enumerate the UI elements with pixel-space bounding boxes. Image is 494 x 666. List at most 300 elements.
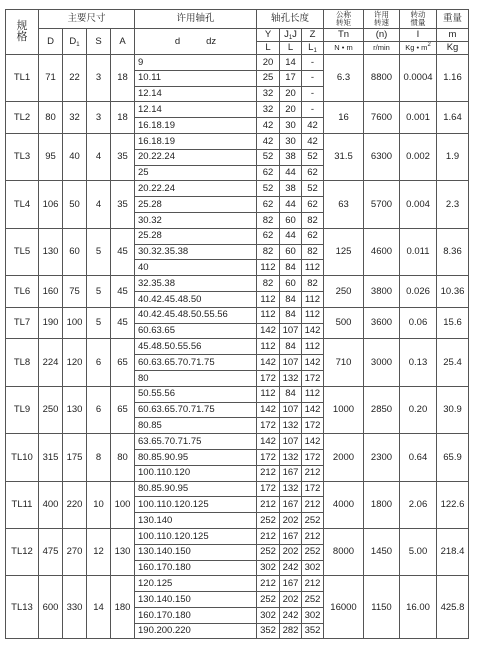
cell-length-j: 132 bbox=[280, 481, 302, 497]
cell-d1: 330 bbox=[63, 576, 87, 639]
cell-length-z: 42 bbox=[302, 133, 324, 149]
cell-hole-diameters: 130.140 bbox=[135, 513, 257, 529]
cell-length-z: 112 bbox=[302, 291, 324, 307]
cell-n: 2850 bbox=[364, 386, 400, 433]
cell-length-z: 112 bbox=[302, 307, 324, 323]
cell-s: 4 bbox=[87, 133, 111, 180]
table-row bbox=[6, 307, 469, 323]
header-hole: 许用轴孔 bbox=[135, 10, 257, 29]
cell-d1: 175 bbox=[63, 434, 87, 481]
cell-length-y: 62 bbox=[257, 197, 280, 213]
cell-tn: 63 bbox=[324, 181, 364, 228]
cell-length-z: 142 bbox=[302, 434, 324, 450]
cell-n: 3000 bbox=[364, 339, 400, 386]
cell-hole-diameters: 190.200.220 bbox=[135, 623, 257, 639]
cell-hole-diameters: 130.140.150 bbox=[135, 592, 257, 608]
cell-s: 10 bbox=[87, 481, 111, 528]
header-I: I bbox=[400, 29, 437, 42]
cell-hole-diameters: 9 bbox=[135, 55, 257, 71]
header-D1-text: D bbox=[69, 35, 77, 47]
header-n-unit: r/min bbox=[364, 42, 400, 55]
cell-i: 0.13 bbox=[400, 339, 437, 386]
cell-length-z: 172 bbox=[302, 370, 324, 386]
cell-s: 6 bbox=[87, 386, 111, 433]
cell-hole-diameters: 100.110.120.125 bbox=[135, 528, 257, 544]
cell-length-z: - bbox=[302, 86, 324, 102]
cell-length-y: 212 bbox=[257, 497, 280, 513]
coupling-spec-sheet bbox=[5, 9, 469, 639]
cell-length-z: 212 bbox=[302, 528, 324, 544]
cell-length-y: 252 bbox=[257, 544, 280, 560]
cell-length-j: 14 bbox=[280, 55, 302, 71]
table-row bbox=[6, 133, 469, 149]
cell-hole-diameters: 50.55.56 bbox=[135, 386, 257, 402]
cell-length-z: 52 bbox=[302, 181, 324, 197]
cell-length-j: 44 bbox=[280, 197, 302, 213]
cell-m: 8.36 bbox=[437, 228, 469, 275]
cell-length-y: 252 bbox=[257, 513, 280, 529]
header-torque: 公称 转矩 bbox=[324, 10, 364, 29]
cell-tn: 6.3 bbox=[324, 55, 364, 102]
cell-n: 3800 bbox=[364, 276, 400, 308]
cell-length-z: 52 bbox=[302, 149, 324, 165]
cell-i: 0.002 bbox=[400, 133, 437, 180]
table-row bbox=[6, 434, 469, 450]
cell-a: 130 bbox=[111, 528, 135, 575]
cell-length-y: 252 bbox=[257, 592, 280, 608]
cell-d: 71 bbox=[39, 55, 63, 102]
header-inertia: 转动 惯量 bbox=[400, 10, 437, 29]
table-row bbox=[6, 481, 469, 497]
table-row bbox=[6, 576, 469, 592]
cell-length-z: 302 bbox=[302, 607, 324, 623]
cell-a: 180 bbox=[111, 576, 135, 639]
cell-d: 250 bbox=[39, 386, 63, 433]
cell-d: 190 bbox=[39, 307, 63, 339]
header-dz: dz bbox=[206, 35, 217, 47]
cell-length-z: 62 bbox=[302, 197, 324, 213]
cell-i: 0.011 bbox=[400, 228, 437, 275]
cell-length-y: 112 bbox=[257, 307, 280, 323]
cell-hole-diameters: 80 bbox=[135, 370, 257, 386]
cell-hole-diameters: 20.22.24 bbox=[135, 181, 257, 197]
cell-i: 0.001 bbox=[400, 102, 437, 134]
header-d: d bbox=[174, 35, 181, 47]
cell-m: 1.64 bbox=[437, 102, 469, 134]
cell-hole-diameters: 12.14 bbox=[135, 86, 257, 102]
cell-hole-diameters: 30.32 bbox=[135, 212, 257, 228]
header-A: A bbox=[111, 29, 135, 55]
cell-length-y: 212 bbox=[257, 528, 280, 544]
header-L-J: L bbox=[280, 42, 302, 55]
cell-n: 2300 bbox=[364, 434, 400, 481]
cell-length-z: 82 bbox=[302, 244, 324, 260]
cell-a: 65 bbox=[111, 386, 135, 433]
cell-n: 8800 bbox=[364, 55, 400, 102]
header-L-Z-sub: 1 bbox=[313, 48, 317, 55]
cell-length-z: 42 bbox=[302, 118, 324, 134]
cell-length-y: 172 bbox=[257, 418, 280, 434]
cell-hole-diameters: 40.42.45.48.50.55.56 bbox=[135, 307, 257, 323]
cell-hole-diameters: 60.63.65.70.71.75 bbox=[135, 402, 257, 418]
cell-length-j: 60 bbox=[280, 212, 302, 228]
table-row bbox=[6, 276, 469, 292]
header-hole-length: 轴孔长度 bbox=[257, 10, 324, 29]
cell-s: 8 bbox=[87, 434, 111, 481]
cell-hole-diameters: 45.48.50.55.56 bbox=[135, 339, 257, 355]
cell-hole-diameters: 32.35.38 bbox=[135, 276, 257, 292]
header-L-Z-text: L bbox=[308, 42, 314, 54]
cell-i: 0.0004 bbox=[400, 55, 437, 102]
cell-length-j: 44 bbox=[280, 228, 302, 244]
cell-d1: 40 bbox=[63, 133, 87, 180]
cell-m: 25.4 bbox=[437, 339, 469, 386]
cell-a: 45 bbox=[111, 228, 135, 275]
cell-tn: 16000 bbox=[324, 576, 364, 639]
cell-hole-diameters: 60.63.65.70.71.75 bbox=[135, 355, 257, 371]
cell-length-j: 17 bbox=[280, 70, 302, 86]
cell-length-y: 82 bbox=[257, 276, 280, 292]
cell-length-y: 302 bbox=[257, 560, 280, 576]
cell-length-z: 172 bbox=[302, 481, 324, 497]
header-J1J bbox=[280, 29, 302, 42]
cell-a: 18 bbox=[111, 102, 135, 134]
cell-model: TL12 bbox=[6, 528, 39, 575]
cell-n: 1450 bbox=[364, 528, 400, 575]
cell-d1: 32 bbox=[63, 102, 87, 134]
cell-length-y: 112 bbox=[257, 291, 280, 307]
cell-length-j: 20 bbox=[280, 102, 302, 118]
cell-d1: 60 bbox=[63, 228, 87, 275]
cell-d: 224 bbox=[39, 339, 63, 386]
table-row bbox=[6, 528, 469, 544]
cell-d: 106 bbox=[39, 181, 63, 228]
header-Tn: Tn bbox=[324, 29, 364, 42]
cell-d: 600 bbox=[39, 576, 63, 639]
cell-m: 218.4 bbox=[437, 528, 469, 575]
cell-i: 0.026 bbox=[400, 276, 437, 308]
cell-length-z: 352 bbox=[302, 623, 324, 639]
cell-model: TL2 bbox=[6, 102, 39, 134]
cell-m: 122.6 bbox=[437, 481, 469, 528]
header-S: S bbox=[87, 29, 111, 55]
header-m-unit: Kg bbox=[437, 42, 469, 55]
cell-hole-diameters: 40 bbox=[135, 260, 257, 276]
cell-length-z: 302 bbox=[302, 560, 324, 576]
cell-length-y: 52 bbox=[257, 181, 280, 197]
header-J1J-sub: 1 bbox=[288, 35, 293, 42]
cell-d: 80 bbox=[39, 102, 63, 134]
cell-m: 10.36 bbox=[437, 276, 469, 308]
cell-d1: 120 bbox=[63, 339, 87, 386]
cell-a: 45 bbox=[111, 276, 135, 308]
cell-n: 3600 bbox=[364, 307, 400, 339]
cell-d1: 130 bbox=[63, 386, 87, 433]
header-J1J-tail: J bbox=[292, 29, 297, 41]
table-row bbox=[6, 339, 469, 355]
cell-length-j: 107 bbox=[280, 402, 302, 418]
cell-hole-diameters: 160.170.180 bbox=[135, 560, 257, 576]
cell-tn: 1000 bbox=[324, 386, 364, 433]
cell-length-z: 62 bbox=[302, 228, 324, 244]
cell-model: TL7 bbox=[6, 307, 39, 339]
cell-length-y: 42 bbox=[257, 133, 280, 149]
cell-model: TL10 bbox=[6, 434, 39, 481]
cell-model: TL13 bbox=[6, 576, 39, 639]
cell-length-y: 172 bbox=[257, 449, 280, 465]
cell-hole-diameters: 160.170.180 bbox=[135, 607, 257, 623]
cell-length-j: 44 bbox=[280, 165, 302, 181]
cell-length-j: 202 bbox=[280, 513, 302, 529]
cell-length-z: 252 bbox=[302, 513, 324, 529]
table-row bbox=[6, 102, 469, 118]
cell-hole-diameters: 16.18.19 bbox=[135, 118, 257, 134]
cell-length-y: 62 bbox=[257, 228, 280, 244]
cell-s: 3 bbox=[87, 55, 111, 102]
cell-length-j: 132 bbox=[280, 370, 302, 386]
cell-length-y: 142 bbox=[257, 323, 280, 339]
cell-d1: 75 bbox=[63, 276, 87, 308]
cell-m: 1.9 bbox=[437, 133, 469, 180]
cell-length-j: 30 bbox=[280, 118, 302, 134]
cell-length-j: 107 bbox=[280, 355, 302, 371]
coupling-spec-table bbox=[5, 9, 469, 639]
cell-length-j: 30 bbox=[280, 133, 302, 149]
header-m: m bbox=[437, 29, 469, 42]
table-row bbox=[6, 55, 469, 71]
cell-m: 30.9 bbox=[437, 386, 469, 433]
cell-length-z: 172 bbox=[302, 449, 324, 465]
cell-length-j: 84 bbox=[280, 386, 302, 402]
cell-m: 65.9 bbox=[437, 434, 469, 481]
cell-length-y: 32 bbox=[257, 102, 280, 118]
cell-i: 0.06 bbox=[400, 307, 437, 339]
cell-length-z: 142 bbox=[302, 323, 324, 339]
cell-model: TL11 bbox=[6, 481, 39, 528]
cell-hole-diameters: 130.140.150 bbox=[135, 544, 257, 560]
cell-n: 1800 bbox=[364, 481, 400, 528]
cell-d1: 220 bbox=[63, 481, 87, 528]
cell-length-y: 172 bbox=[257, 370, 280, 386]
cell-s: 12 bbox=[87, 528, 111, 575]
cell-length-j: 84 bbox=[280, 291, 302, 307]
cell-hole-diameters: 80.85.90.95 bbox=[135, 449, 257, 465]
cell-d1: 100 bbox=[63, 307, 87, 339]
cell-length-y: 112 bbox=[257, 260, 280, 276]
cell-length-y: 62 bbox=[257, 165, 280, 181]
cell-length-z: 212 bbox=[302, 576, 324, 592]
cell-length-y: 142 bbox=[257, 355, 280, 371]
header-D: D bbox=[39, 29, 63, 55]
cell-s: 6 bbox=[87, 339, 111, 386]
cell-length-y: 82 bbox=[257, 244, 280, 260]
header-d-dz bbox=[135, 29, 257, 55]
cell-model: TL5 bbox=[6, 228, 39, 275]
cell-length-z: 142 bbox=[302, 355, 324, 371]
cell-n: 5700 bbox=[364, 181, 400, 228]
cell-s: 5 bbox=[87, 307, 111, 339]
cell-length-z: 112 bbox=[302, 339, 324, 355]
cell-model: TL4 bbox=[6, 181, 39, 228]
cell-tn: 8000 bbox=[324, 528, 364, 575]
cell-length-j: 60 bbox=[280, 244, 302, 260]
cell-length-z: 252 bbox=[302, 544, 324, 560]
cell-hole-diameters: 120.125 bbox=[135, 576, 257, 592]
cell-a: 18 bbox=[111, 55, 135, 102]
cell-hole-diameters: 10.11 bbox=[135, 70, 257, 86]
cell-tn: 125 bbox=[324, 228, 364, 275]
cell-tn: 16 bbox=[324, 102, 364, 134]
cell-i: 0.64 bbox=[400, 434, 437, 481]
cell-length-y: 142 bbox=[257, 434, 280, 450]
cell-tn: 250 bbox=[324, 276, 364, 308]
cell-d: 130 bbox=[39, 228, 63, 275]
cell-a: 80 bbox=[111, 434, 135, 481]
cell-length-j: 242 bbox=[280, 607, 302, 623]
cell-s: 5 bbox=[87, 276, 111, 308]
cell-length-z: 212 bbox=[302, 465, 324, 481]
header-I-unit bbox=[400, 42, 437, 55]
table-row bbox=[6, 181, 469, 197]
cell-length-y: 172 bbox=[257, 481, 280, 497]
cell-model: TL8 bbox=[6, 339, 39, 386]
cell-d1: 50 bbox=[63, 181, 87, 228]
table-row bbox=[6, 228, 469, 244]
cell-length-z: 142 bbox=[302, 402, 324, 418]
cell-length-j: 167 bbox=[280, 528, 302, 544]
cell-length-z: - bbox=[302, 102, 324, 118]
header-main-dims: 主要尺寸 bbox=[39, 10, 135, 29]
cell-d: 160 bbox=[39, 276, 63, 308]
header-L-Y: L bbox=[257, 42, 280, 55]
header-Y: Y bbox=[257, 29, 280, 42]
cell-hole-diameters: 100.110.120.125 bbox=[135, 497, 257, 513]
cell-s: 5 bbox=[87, 228, 111, 275]
cell-tn: 500 bbox=[324, 307, 364, 339]
cell-d: 475 bbox=[39, 528, 63, 575]
cell-hole-diameters: 20.22.24 bbox=[135, 149, 257, 165]
cell-m: 425.8 bbox=[437, 576, 469, 639]
cell-length-y: 212 bbox=[257, 465, 280, 481]
cell-i: 0.004 bbox=[400, 181, 437, 228]
cell-s: 3 bbox=[87, 102, 111, 134]
cell-length-y: 82 bbox=[257, 212, 280, 228]
cell-length-j: 202 bbox=[280, 592, 302, 608]
cell-length-j: 282 bbox=[280, 623, 302, 639]
cell-hole-diameters: 25.28 bbox=[135, 197, 257, 213]
cell-n: 1150 bbox=[364, 576, 400, 639]
header-weight: 重量 bbox=[437, 10, 469, 29]
cell-model: TL9 bbox=[6, 386, 39, 433]
cell-hole-diameters: 30.32.35.38 bbox=[135, 244, 257, 260]
header-L-Z bbox=[302, 42, 324, 55]
cell-length-j: 60 bbox=[280, 276, 302, 292]
cell-a: 45 bbox=[111, 307, 135, 339]
cell-hole-diameters: 60.63.65 bbox=[135, 323, 257, 339]
cell-length-j: 84 bbox=[280, 307, 302, 323]
cell-length-j: 20 bbox=[280, 86, 302, 102]
cell-d: 400 bbox=[39, 481, 63, 528]
header-D1 bbox=[63, 29, 87, 55]
cell-model: TL1 bbox=[6, 55, 39, 102]
cell-length-y: 112 bbox=[257, 339, 280, 355]
cell-hole-diameters: 80.85 bbox=[135, 418, 257, 434]
cell-hole-diameters: 40.42.45.48.50 bbox=[135, 291, 257, 307]
cell-hole-diameters: 63.65.70.71.75 bbox=[135, 434, 257, 450]
cell-length-z: - bbox=[302, 70, 324, 86]
cell-length-z: 252 bbox=[302, 592, 324, 608]
cell-n: 7600 bbox=[364, 102, 400, 134]
cell-hole-diameters: 25 bbox=[135, 165, 257, 181]
cell-d: 315 bbox=[39, 434, 63, 481]
header-speed: 许用 转速 bbox=[364, 10, 400, 29]
cell-hole-diameters: 80.85.90.95 bbox=[135, 481, 257, 497]
cell-a: 65 bbox=[111, 339, 135, 386]
cell-i: 5.00 bbox=[400, 528, 437, 575]
header-model: 规 格 bbox=[6, 10, 39, 55]
cell-model: TL6 bbox=[6, 276, 39, 308]
cell-length-j: 242 bbox=[280, 560, 302, 576]
cell-n: 4600 bbox=[364, 228, 400, 275]
cell-length-y: 25 bbox=[257, 70, 280, 86]
cell-tn: 31.5 bbox=[324, 133, 364, 180]
cell-length-y: 20 bbox=[257, 55, 280, 71]
cell-length-z: 172 bbox=[302, 418, 324, 434]
cell-tn: 4000 bbox=[324, 481, 364, 528]
cell-length-j: 132 bbox=[280, 449, 302, 465]
header-Z: Z bbox=[302, 29, 324, 42]
cell-a: 35 bbox=[111, 133, 135, 180]
cell-length-j: 202 bbox=[280, 544, 302, 560]
cell-length-j: 38 bbox=[280, 149, 302, 165]
cell-i: 16.00 bbox=[400, 576, 437, 639]
cell-length-z: 62 bbox=[302, 165, 324, 181]
cell-length-j: 132 bbox=[280, 418, 302, 434]
header-Tn-unit: N • m bbox=[324, 42, 364, 55]
header-J1J-text: J bbox=[284, 29, 289, 41]
header-n: (n) bbox=[364, 29, 400, 42]
cell-d: 95 bbox=[39, 133, 63, 180]
cell-length-j: 167 bbox=[280, 497, 302, 513]
cell-m: 2.3 bbox=[437, 181, 469, 228]
table-row bbox=[6, 386, 469, 402]
cell-length-z: 82 bbox=[302, 212, 324, 228]
cell-length-j: 167 bbox=[280, 465, 302, 481]
cell-hole-diameters: 12.14 bbox=[135, 102, 257, 118]
cell-length-y: 52 bbox=[257, 149, 280, 165]
cell-length-z: - bbox=[302, 55, 324, 71]
cell-length-j: 107 bbox=[280, 434, 302, 450]
cell-length-j: 167 bbox=[280, 576, 302, 592]
cell-length-y: 352 bbox=[257, 623, 280, 639]
cell-length-j: 84 bbox=[280, 339, 302, 355]
spec-table-body bbox=[6, 55, 469, 639]
cell-length-y: 302 bbox=[257, 607, 280, 623]
cell-m: 1.16 bbox=[437, 55, 469, 102]
header-I-unit-text: Kg • m bbox=[405, 43, 428, 53]
cell-length-z: 112 bbox=[302, 260, 324, 276]
cell-length-y: 142 bbox=[257, 402, 280, 418]
cell-d1: 270 bbox=[63, 528, 87, 575]
cell-n: 6300 bbox=[364, 133, 400, 180]
cell-m: 15.6 bbox=[437, 307, 469, 339]
cell-s: 4 bbox=[87, 181, 111, 228]
header-I-unit-sup: 2 bbox=[427, 42, 431, 49]
cell-s: 14 bbox=[87, 576, 111, 639]
cell-length-j: 107 bbox=[280, 323, 302, 339]
cell-d1: 22 bbox=[63, 55, 87, 102]
cell-a: 35 bbox=[111, 181, 135, 228]
